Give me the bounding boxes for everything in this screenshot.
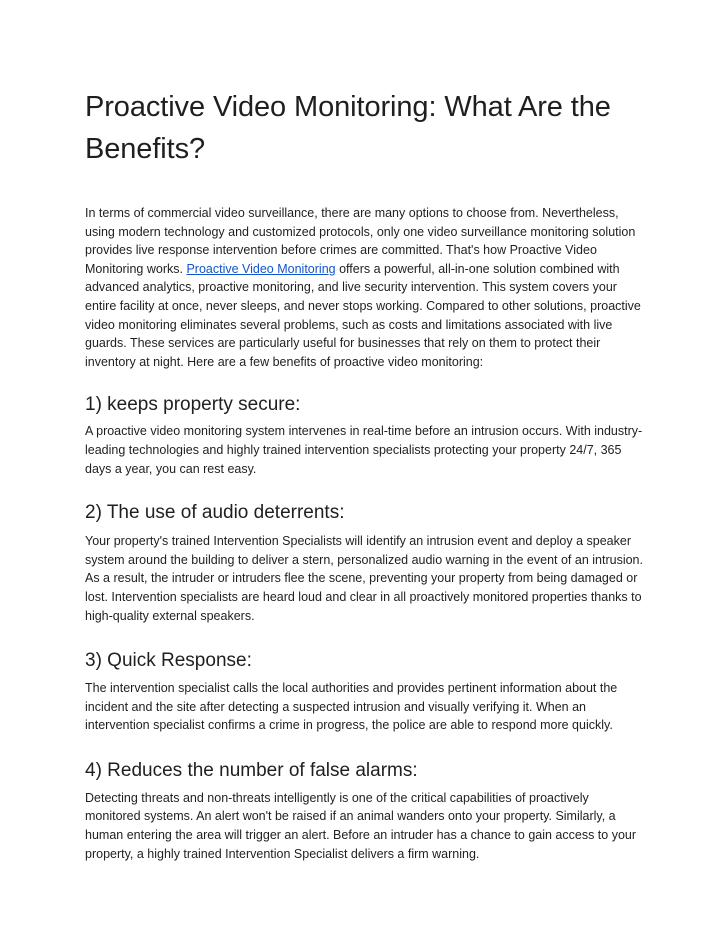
intro-text-before-link: In terms of commercial video surveillance, there are many options to choose from. Nevertheless, using modern technology and customized protocols, only one video surveillance monitoring solution provides live response intervention before crimes are committed. That's how Proactive Video Monitoring works. [85, 206, 636, 276]
section-audio-deterrents [85, 500, 645, 625]
section-body: The intervention specialist calls the local authorities and provides pertinent information about the incident and the site after detecting a suspected intrusion and visually verifying it. When an intervention specialist confirms a crime in progress, the police are able to respond more quickly. [85, 681, 618, 733]
section-body: Detecting threats and non-threats intelligently is one of the critical capabilities of proactively monitored systems. An alert won't be raised if an animal wanders onto your property. Similarly, a human entering the area will trigger an alert. Before an intruder has a chance to gain access to your property, a highly trained Intervention Specialist delivers a firm warning. [85, 790, 637, 861]
section-heading: 4) Reduces the number of false alarms: [85, 759, 418, 781]
document-page [85, 86, 645, 863]
section-heading: 2) The use of audio deterrents: [85, 502, 345, 524]
proactive-video-monitoring-link[interactable]: Proactive Video Monitoring [186, 261, 336, 276]
section-body: A proactive video monitoring system intervenes in real-time before an intrusion occurs. With industry-leading technologies and highly trained intervention specialists protecting your property 24/7, 365 days a year, you can rest easy. [85, 424, 643, 476]
section-heading: 3) Quick Response: [85, 650, 252, 672]
section-keeps-property-secure [85, 392, 645, 478]
page-title: Proactive Video Monitoring: What Are the Benefits? [85, 91, 611, 165]
section-heading: 1) keeps property secure: [85, 394, 301, 416]
section-body: Your property's trained Intervention Specialists will identify an intrusion event and deploy a speaker system around the building to deliver a stern, personalized audio warning in the event of an intrusion. As a result, the intruder or intruders flee the scene, preventing your property from being damaged or lost. Intervention specialists are heard loud and clear in all proactively monitored properties thanks to high-quality external speakers. [85, 534, 643, 623]
section-quick-response [85, 648, 645, 735]
section-reduces-false-alarms [85, 758, 645, 863]
intro-text-after-link: offers a powerful, all-in-one solution combined with advanced analytics, proactive monitoring, and live security intervention. This system covers your entire facility at once, never sleeps, and never stops working. Compared to other solutions, proactive video monitoring eliminates several problems, such as costs and limitations associated with live guards. These services are particularly useful for businesses that rely on them to protect their inventory at night. Here are a few benefits of proactive video monitoring: [85, 261, 641, 369]
intro-paragraph [85, 204, 645, 371]
